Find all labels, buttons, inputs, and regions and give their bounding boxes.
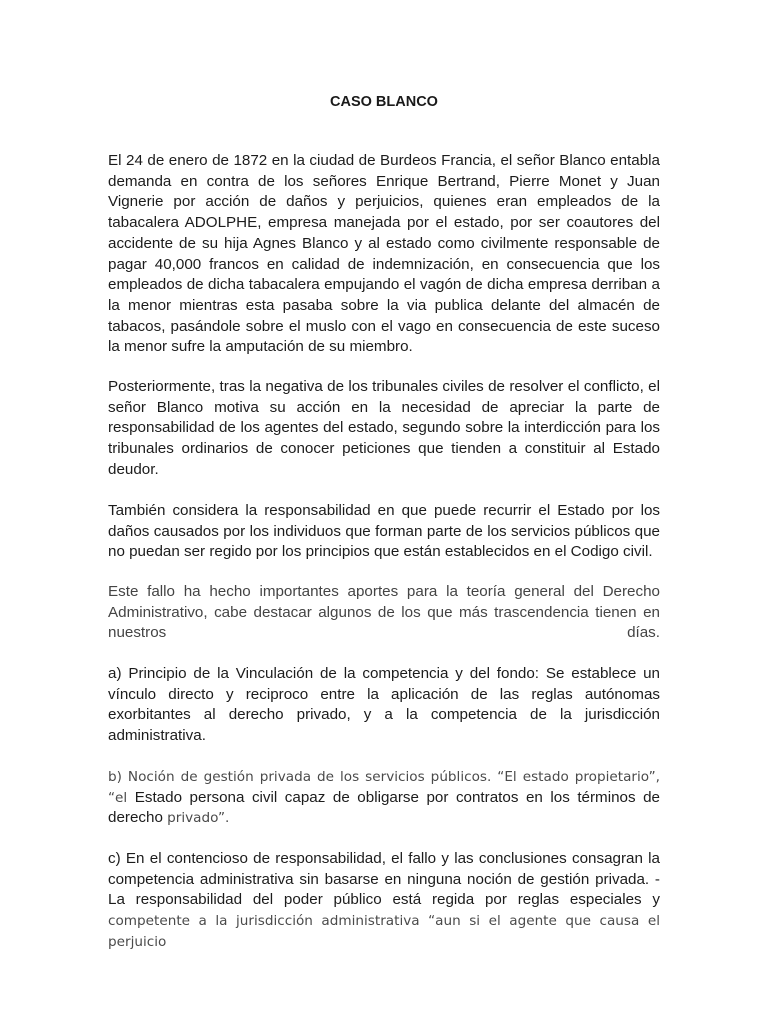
paragraph-facts: El 24 de enero de 1872 en la ciudad de Burdeos Francia, el señor Blanco entabla demanda en contra de los señores Enrique Bertrand, Pierre Monet y Juan Vignerie por acción de daños y perjuicios, quienes eran empleados de la tabacalera ADOLPHE, empresa manejada por el estado, por ser coautores del accidente de su hija Agnes Blanco y al estado como civilmente responsable de pagar 40,000 francos en calidad de indemnización, en consecuencia que los empleados de dicha tabacalera empujando el vagón de dicha empresa derriban a la menor mientras esta pasaba sobre la via publica delante del almacén de tabacos, pasándole sobre el muslo con el vago en consecuencia de este suceso la menor sufre la amputación de su miembro. — [108, 152, 660, 356]
paragraph-later: Posteriormente, tras la negativa de los tribunales civiles de resolver el conflicto, el señor Blanco motiva su acción en la necesidad de apreciar la parte de responsabilidad de los agentes del estado, segundo sobre la interdicción para los tribunales ordinarios de conocer peticiones que tienden a constituir al Estado deudor. — [108, 378, 660, 478]
paragraph-responsibility: También considera la responsabilidad en que puede recurrir el Estado por los daños causados por los individuos que forman parte de los servicios públicos que no puedan ser regido por los principios que están establecidos en el Codigo civil. — [108, 502, 660, 561]
paragraph-c-main: c) En el contencioso de responsabilidad, el fallo y las conclusiones consagran la competencia administrativa sin basarse en ninguna noción de gestión privada. - La responsabilidad del poder público está regida por reglas especiales y — [108, 850, 660, 909]
paragraph-b-line1: b) Noción de gestión privada de los servicios públicos. “El estado propietario”, “el — [108, 769, 660, 806]
paragraph-contributions: Este fallo ha hecho importantes aportes para la teoría general del Derecho Administrativo, cabe destacar algunos de los que más trascendencia tienen en nuestros días. — [108, 583, 660, 642]
document-title: CASO BLANCO — [330, 94, 438, 110]
paragraph-c-tail: competente a la jurisdicción administrativa “aun si el agente que causa el perjuicio — [108, 913, 660, 950]
paragraph-b — [108, 767, 660, 829]
paragraph-a: a) Principio de la Vinculación de la competencia y del fondo: Se establece un vínculo directo y reciproco entre la aplicación de las reglas autónomas exorbitantes al derecho privado, y a la competencia de la jurisdicción administrativa. — [108, 665, 660, 745]
paragraph-b-line3: privado”. — [167, 810, 230, 827]
paragraph-b-line2: Estado persona civil capaz de obligarse por contratos en los términos de derecho — [108, 788, 660, 827]
paragraph-c — [108, 849, 660, 953]
